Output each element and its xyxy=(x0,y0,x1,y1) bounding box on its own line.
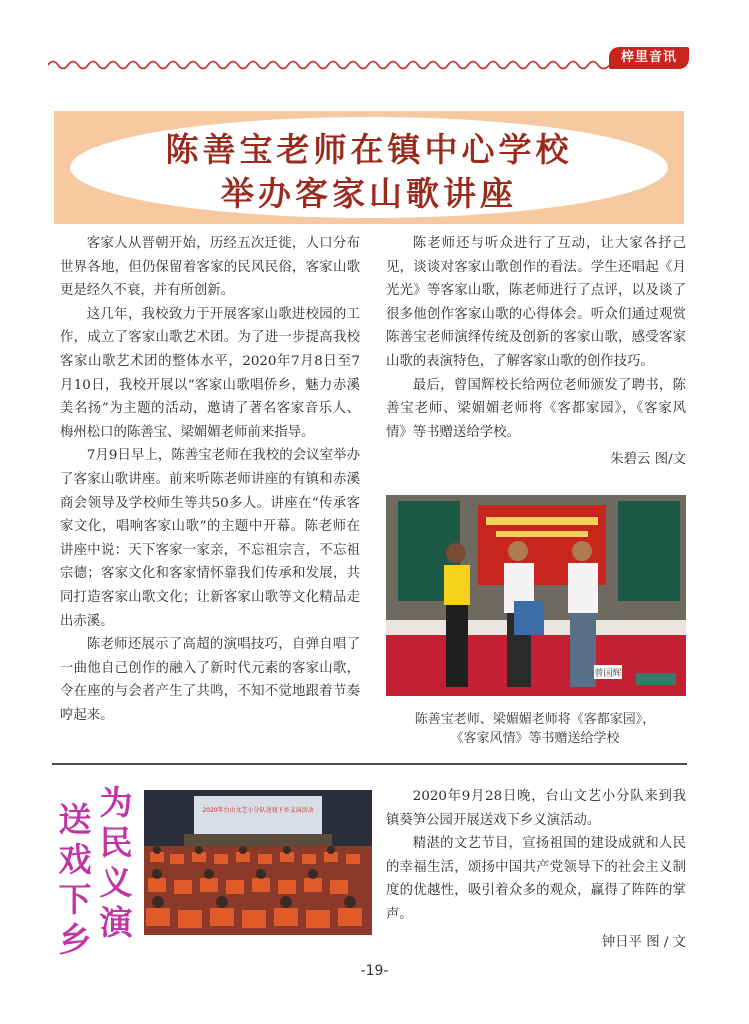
vertical-title-glyph: 为 xyxy=(99,783,133,822)
vertical-title-glyph: 送 xyxy=(58,800,92,839)
presentation-photo-illustration xyxy=(386,495,686,696)
photo-banner: 2020年台山文艺小分队送戏下乡义演活动 xyxy=(202,807,314,814)
paragraph: 这几年，我校致力于开展客家山歌进校园的工作，成立了客家山歌艺术团。为了进一步提高我校客家山歌艺术团的整体水平，2020年7月8日至7月10日，我校开展以“客家山歌唱侨乡，魅力赤溪美名扬”为主题的活动，邀请了著名客家音乐人、梅州松口的陈善宝、梁媚媚老师前来指导。 xyxy=(60,306,360,440)
vertical-title-glyph: 演 xyxy=(99,903,133,942)
photo-caption-line2: 《客家风情》等书赠送给学校 xyxy=(450,731,620,746)
paragraph: 陈老师还与听众进行了互动，让大家各抒己见，谈谈对客家山歌创作的看法。学生还唱起《月光光》等客家山歌，陈老师进行了点评，以及谈了很多他创作客家山歌的心得体会。听众们通过观赏陈善宝老师演绎传统及创新的客家山歌，感受客家山歌的表演特色，了解客家山歌的创作技巧。 xyxy=(386,236,686,369)
article-title-line1: 陈善宝老师在镇中心学校 xyxy=(165,130,573,169)
vertical-title-glyph: 乡 xyxy=(58,920,92,959)
photo-nameplate: 曾国辉 xyxy=(594,669,622,679)
page-number: -19- xyxy=(360,963,389,979)
header-wave-rule xyxy=(48,58,610,72)
vertical-title-glyph: 义 xyxy=(99,863,133,902)
paragraph: 陈老师还展示了高超的演唱技巧，自弹自唱了一曲他自己创作的融入了新时代元素的客家山歌，令在座的与会者产生了共鸣，不知不觉地跟着节奏哼起来。 xyxy=(60,637,360,723)
article-title-line2: 举办客家山歌讲座 xyxy=(221,174,517,213)
article2-title-col1 xyxy=(96,783,136,943)
article2-column xyxy=(386,785,686,954)
performance-photo xyxy=(144,790,372,935)
article-credit: 朱碧云 图/文 xyxy=(610,452,686,468)
paragraph: 最后，曾国辉校长给两位老师颁发了聘书，陈善宝老师、梁媚媚老师将《客都家园》，《客家风情》等书赠送给学校。 xyxy=(386,377,686,440)
article2-credit: 钟日平 图 / 文 xyxy=(601,934,686,950)
paragraph: 2020年9月28日晚，台山文艺小分队来到我镇葵笋公园开展送戏下乡义演活动。 xyxy=(386,789,686,828)
article-left-column xyxy=(60,232,360,727)
article-right-column xyxy=(386,232,686,472)
photo-caption xyxy=(376,710,694,748)
photo-caption-line1: 陈善宝老师、梁媚媚老师将《客都家园》， xyxy=(414,712,656,727)
article-title xyxy=(70,128,668,216)
vertical-title-glyph: 下 xyxy=(58,880,92,919)
vertical-title-glyph: 民 xyxy=(99,823,133,862)
paragraph: 7月9日早上，陈善宝老师在我校的会议室举办了客家山歌讲座。前来听陈老师讲座的有镇和赤溪商会领导及学校师生等共50多人。讲座在“传承客家文化，唱响客家山歌”的主题中开幕。陈老师在讲座中说：天下客家一家亲，不忘祖宗言，不忘祖宗德；客家文化和客家情怀靠我们传承和发展，共同打造客家山歌文化；让新客家山歌等文化精品走出赤溪。 xyxy=(60,448,360,629)
section-divider xyxy=(52,763,687,765)
article2-title-text xyxy=(96,783,136,943)
performance-photo-illustration xyxy=(144,790,372,935)
vertical-title-glyph: 戏 xyxy=(58,840,92,879)
paragraph: 客家人从晋朝开始，历经五次迁徙，人口分布世界各地，但仍保留着客家的民风民俗，客家山歌更是经久不衰，并有所创新。 xyxy=(60,236,360,299)
presentation-photo xyxy=(386,495,686,696)
article2-title-col2 xyxy=(55,800,95,960)
article2-title-text xyxy=(55,800,95,960)
section-tag: 梓里音讯 xyxy=(609,47,689,69)
paragraph: 精湛的文艺节目，宣扬祖国的建设成就和人民的幸福生活，颂扬中国共产党领导下的社会主义制度的优越性，吸引着众多的观众，赢得了阵阵的掌声。 xyxy=(386,836,686,922)
